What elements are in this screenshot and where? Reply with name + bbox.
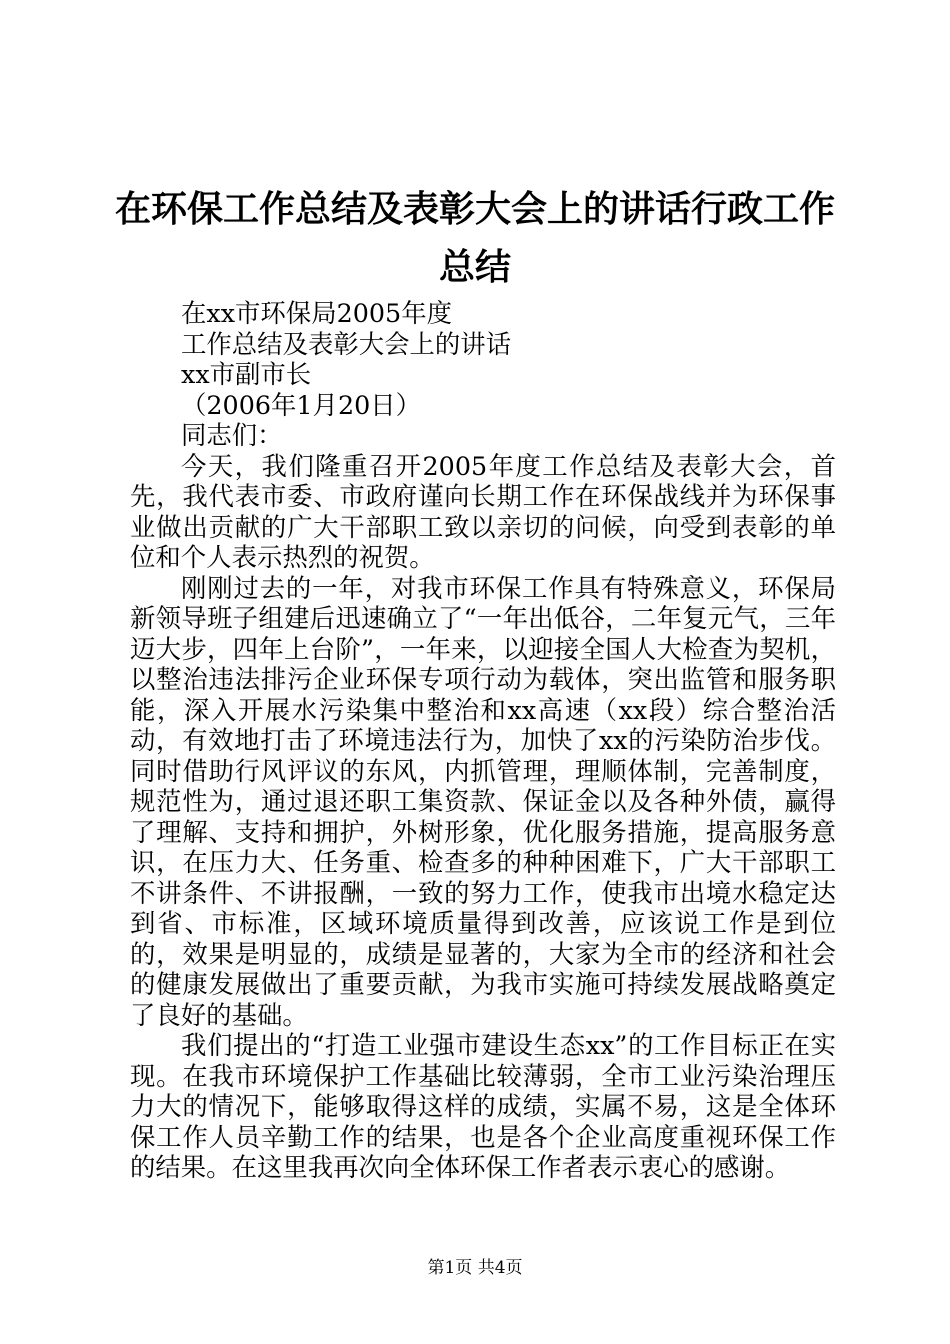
body-paragraph-1: 今天，我们隆重召开2005年度工作总结及表彰大会，首先，我代表市委、市政府谨向长期工作在环保战线并为环保事业做出贡献的广大干部职工致以亲切的问候，向受到表彰的单位和个人表示热烈的祝贺。 bbox=[130, 450, 836, 572]
document-title-line-2: 总结 bbox=[438, 247, 511, 288]
salutation-line: 同志们： bbox=[181, 420, 283, 450]
document-title-line-1: 在环保工作总结及表彰大会上的讲话行政工作 bbox=[114, 189, 835, 230]
body-paragraph-3: 我们提出的“打造工业强市建设生态xx”的工作目标正在实现。在我市环境保护工作基础比较薄弱，全市工业污染治理压力大的情况下，能够取得这样的成绩，实属不易，这是全体环保工作人员辛勤工作的结果，也是各个企业高度重视环保工作的结果。在这里我再次向全体环保工作者表示衷心的感谢。 bbox=[130, 1030, 836, 1182]
speech-venue-line: 在xx市环保局2005年度 bbox=[181, 298, 452, 328]
body-paragraph-2: 刚刚过去的一年，对我市环保工作具有特殊意义，环保局新领导班子组建后迅速确立了“一年出低谷，二年复元气，三年迈大步，四年上台阶”，一年来，以迎接全国人大检查为契机，以整治违法排污企业环保专项行动为载体，突出监管和服务职能，深入开展水污染集中整治和xx高速（xx段）综合整治活动，有效地打击了环境违法行为，加快了xx的污染防治步伐。同时借助行风评议的东风，内抓管理，理顺体制，完善制度，规范性为，通过退还职工集资款、保证金以及各种外债，赢得了理解、支持和拥护，外树形象，优化服务措施，提高服务意识，在压力大、任务重、检查多的种种困难下，广大干部职工不讲条件、不讲报酬，一致的努力工作，使我市出境水稳定达到省、市标准，区域环境质量得到改善，应该说工作是到位的，效果是明显的，成绩是显著的，大家为全市的经济和社会的健康发展做出了重要贡献，为我市实施可持续发展战略奠定了良好的基础。 bbox=[130, 572, 836, 1030]
document-body bbox=[130, 298, 836, 1183]
speaker-line: xx市副市长 bbox=[181, 359, 312, 389]
speech-date-line: （2006年1月20日） bbox=[181, 389, 422, 420]
speech-occasion-line: 工作总结及表彰大会上的讲话 bbox=[181, 328, 512, 359]
page-number-footer: 第1页 共4页 bbox=[427, 1258, 523, 1278]
